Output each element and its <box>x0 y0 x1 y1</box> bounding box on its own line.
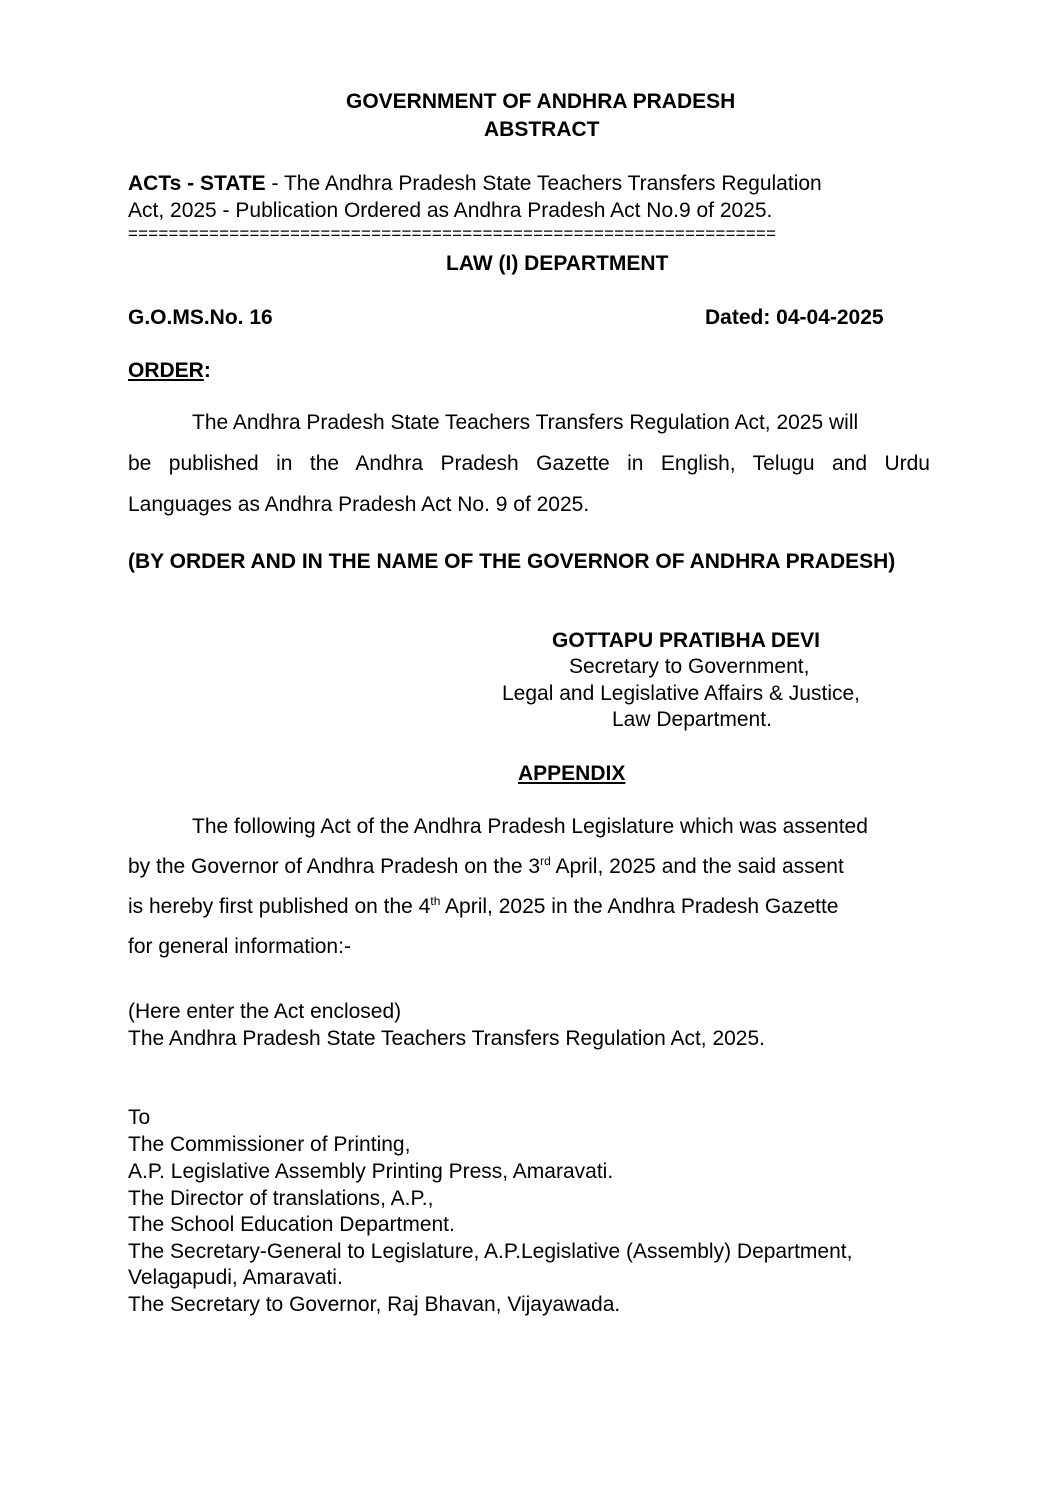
by-order-line: (BY ORDER AND IN THE NAME OF THE GOVERNOR OF ANDHRA PRADESH) <box>128 550 896 573</box>
order-para-line-1: The Andhra Pradesh State Teachers Transfers Regulation Act, 2025 will <box>192 411 859 434</box>
appendix-line-3-a: is hereby first published on the 4 <box>128 895 431 918</box>
government-heading: GOVERNMENT OF ANDHRA PRADESH <box>346 90 736 113</box>
signatory-title-1: Secretary to Government, <box>569 655 810 678</box>
distribution-item: The Secretary-General to Legislature, A.P.Legislative (Assembly) Department, <box>128 1240 853 1263</box>
order-para-line-2: be published in the Andhra Pradesh Gazette in English, Telugu and Urdu <box>128 452 930 475</box>
appendix-line-2-a: by the Governor of Andhra Pradesh on the 3 <box>128 855 541 878</box>
appendix-line-1: The following Act of the Andhra Pradesh Legislature which was assented <box>192 815 868 838</box>
appendix-line-2-b: April, 2025 and the said assent <box>550 855 844 878</box>
appendix-line-3 <box>128 895 838 919</box>
distribution-item: Velagapudi, Amaravati. <box>128 1266 343 1289</box>
distribution-item: The School Education Department. <box>128 1213 455 1236</box>
order-heading <box>128 359 211 383</box>
distribution-item: A.P. Legislative Assembly Printing Press, Amaravati. <box>128 1160 614 1183</box>
appendix-line-3-b: April, 2025 in the Andhra Pradesh Gazette <box>440 895 839 918</box>
signatory-name: GOTTAPU PRATIBHA DEVI <box>552 629 820 652</box>
appendix-line-4: for general information:- <box>128 935 351 958</box>
distribution-to: To <box>128 1106 151 1129</box>
enter-act-note: (Here enter the Act enclosed) <box>128 1000 402 1023</box>
subject-line-1 <box>128 172 930 196</box>
distribution-item: The Commissioner of Printing, <box>128 1133 411 1156</box>
subject-line-1-text: - The Andhra Pradesh State Teachers Transfers Regulation <box>265 172 822 195</box>
distribution-item: The Director of translations, A.P., <box>128 1187 434 1210</box>
abstract-heading: ABSTRACT <box>484 118 600 141</box>
appendix-line-2-sup: rd <box>540 854 551 868</box>
subject-prefix: ACTs - STATE <box>128 172 266 195</box>
order-heading-colon: : <box>203 359 211 382</box>
signatory-title-2: Legal and Legislative Affairs & Justice, <box>502 682 860 705</box>
order-para-line-3: Languages as Andhra Pradesh Act No. 9 of 2025. <box>128 493 590 516</box>
act-title: The Andhra Pradesh State Teachers Transfers Regulation Act, 2025. <box>128 1027 766 1050</box>
go-number: G.O.MS.No. 16 <box>128 306 273 329</box>
separator-line: ================================================================ <box>128 224 777 243</box>
appendix-line-3-sup: th <box>430 894 441 908</box>
appendix-line-2 <box>128 855 844 879</box>
distribution-item: The Secretary to Governor, Raj Bhavan, Vijayawada. <box>128 1293 621 1316</box>
appendix-heading: APPENDIX <box>518 762 626 785</box>
signatory-title-3: Law Department. <box>612 708 772 731</box>
subject-line-2: Act, 2025 - Publication Ordered as Andhra Pradesh Act No.9 of 2025. <box>128 199 773 222</box>
go-date: Dated: 04-04-2025 <box>705 306 884 329</box>
department-heading: LAW (I) DEPARTMENT <box>446 252 669 275</box>
order-heading-text: ORDER <box>128 359 204 382</box>
